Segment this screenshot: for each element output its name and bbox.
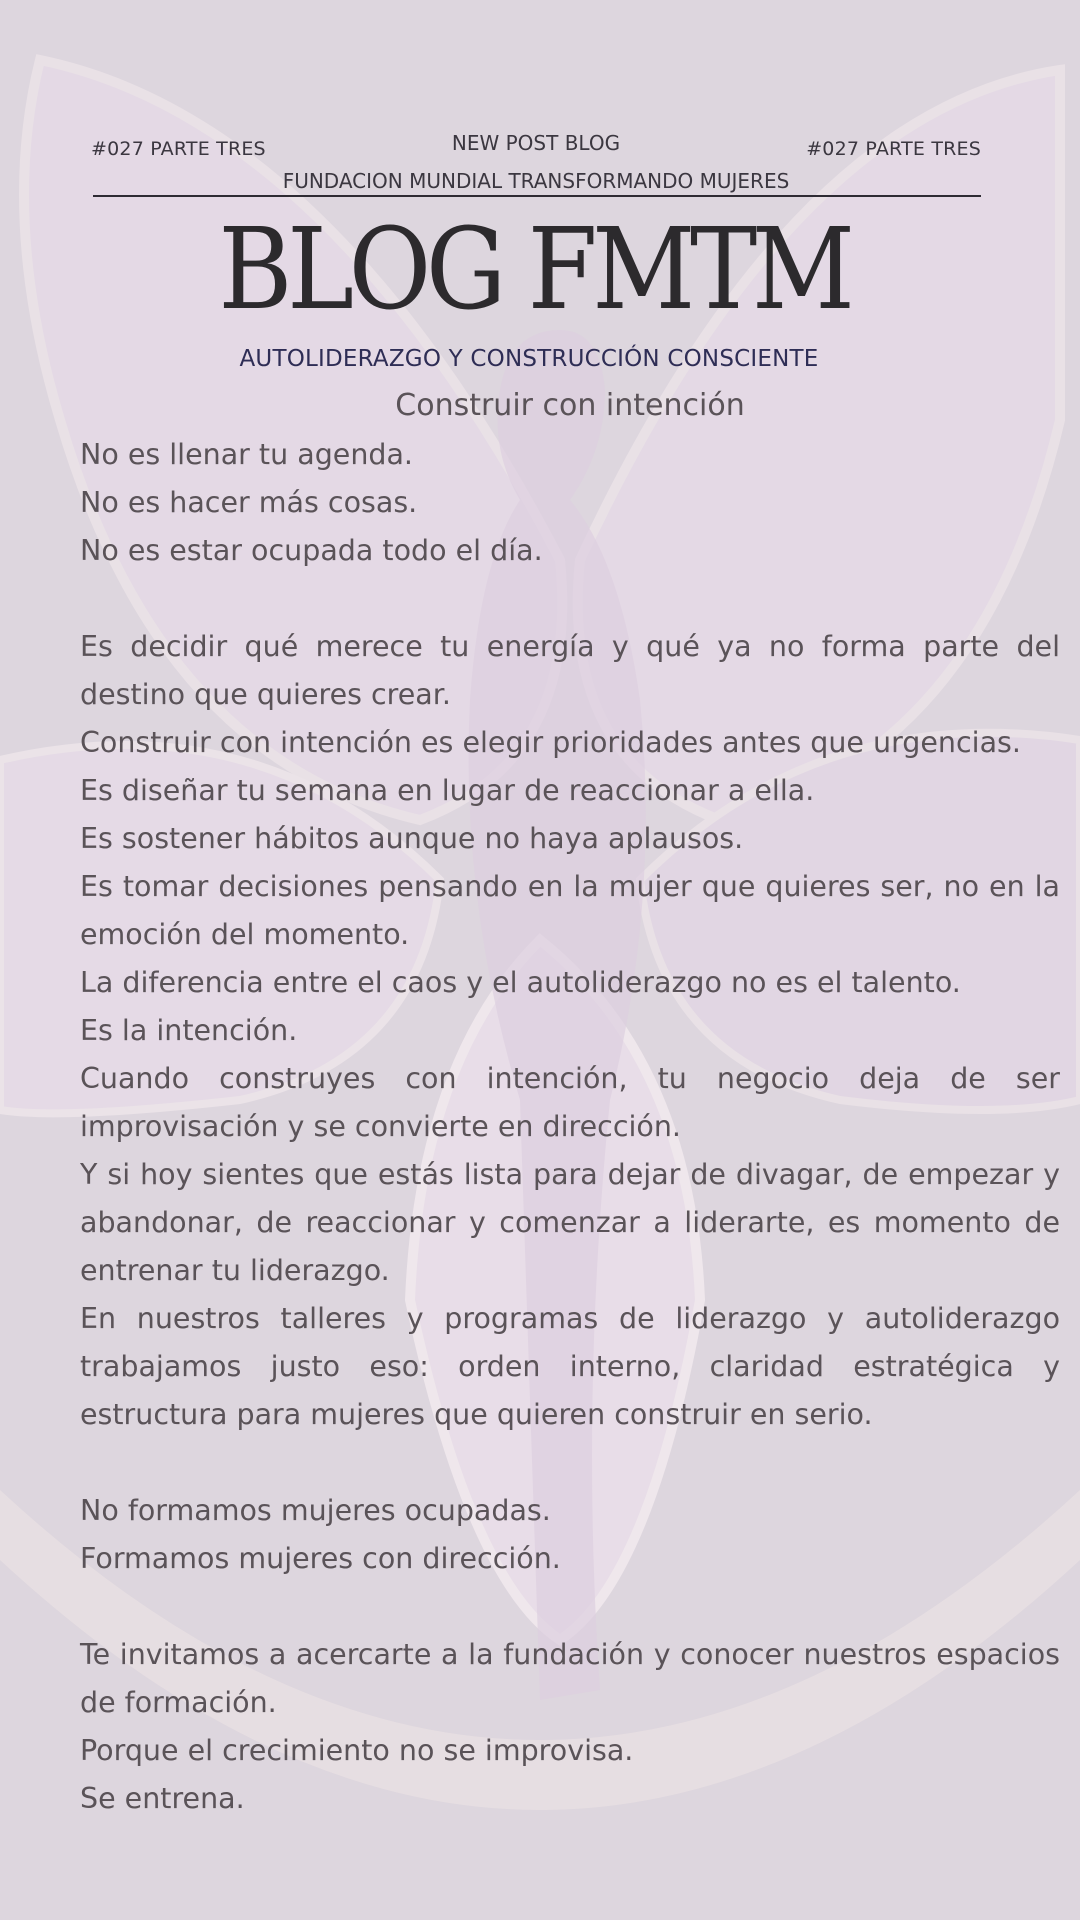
blog-title: BLOG FMTM [218,205,850,335]
paragraph: No formamos mujeres ocupadas. Formamos mujeres con dirección. [80,1494,561,1575]
paragraph-spacer [80,1583,1060,1631]
paragraph: Te invitamos a acercarte a la fundación y conocer nuestros espacios de formación. Porque el crecimiento no se improvisa. Se entrena. [80,1638,1060,1815]
paragraph: Cuando construyes con intención, tu negocio deja de ser improvisación y se convierte en dirección. [80,1062,1060,1143]
paragraph: La diferencia entre el caos y el autoliderazgo no es el talento. Es la intención. [80,966,961,1047]
paragraph: No es llenar tu agenda. No es hacer más cosas. No es estar ocupada todo el día. [80,438,543,567]
post-kicker: NEW POST BLOG [451,131,621,155]
post-body [80,431,1060,1823]
issue-number-left: #027 PARTE TRES [91,138,266,160]
organization-name: FUNDACION MUNDIAL TRANSFORMANDO MUJERES [282,169,790,193]
paragraph: Es tomar decisiones pensando en la mujer que quieres ser, no en la emoción del momento. [80,870,1060,951]
blog-subtitle: AUTOLIDERAZGO Y CONSTRUCCIÓN CONSCIENTE [239,346,819,372]
paragraph: Y si hoy sientes que estás lista para dejar de divagar, de empezar y abandonar, de reaccionar y comenzar a liderarte, es momento de entrenar tu liderazgo. [80,1158,1060,1287]
paragraph: En nuestros talleres y programas de liderazgo y autoliderazgo trabajamos justo eso: orden interno, claridad estratégica y estructura para mujeres que quieren construir en serio. [80,1302,1060,1431]
header-divider [93,195,981,197]
paragraph: Es decidir qué merece tu energía y qué ya no forma parte del destino que quieres crear. [80,630,1060,711]
paragraph-spacer [80,575,1060,623]
paragraph: Construir con intención es elegir prioridades antes que urgencias. Es diseñar tu semana en lugar de reaccionar a ella. Es sostener hábitos aunque no haya aplausos. [80,726,1021,855]
paragraph-spacer [80,1439,1060,1487]
issue-number-right: #027 PARTE TRES [806,138,981,160]
post-heading: Construir con intención [395,388,745,423]
